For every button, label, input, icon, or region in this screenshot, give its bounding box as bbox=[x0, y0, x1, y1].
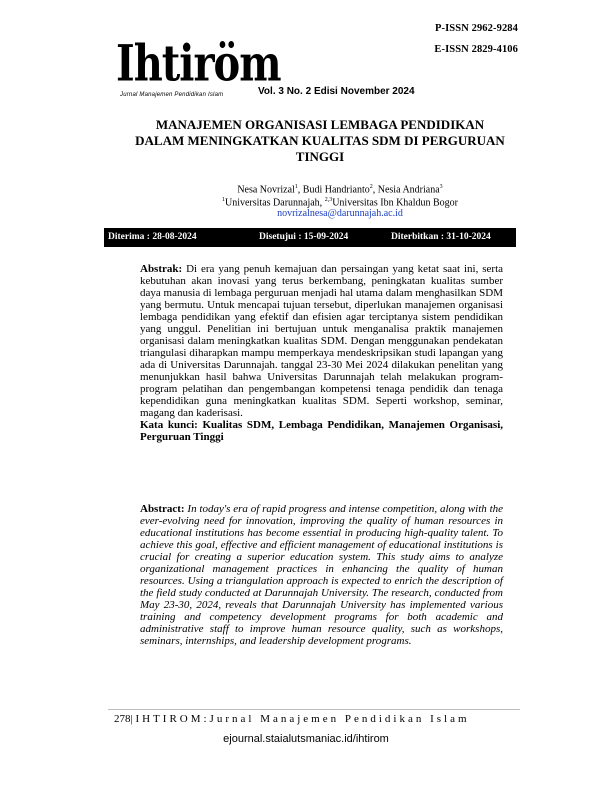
article-title-line-2: DALAM MENINGKATKAN KUALITAS SDM DI PERGURUAN bbox=[135, 133, 505, 148]
aff-2-sup: 2,3 bbox=[324, 197, 333, 203]
footer-separator: | bbox=[130, 713, 133, 725]
date-received: Diterima : 28-08-2024 bbox=[108, 232, 197, 242]
dates-bar bbox=[104, 228, 516, 247]
author-list: Nesa Novrizal$^1$, Budi Handrianto$^2$, Nesia Andriana$^3$ bbox=[237, 184, 443, 196]
e-issn: E-ISSN 2829-4106 bbox=[434, 44, 518, 55]
journal-logo bbox=[116, 34, 281, 105]
abstract-indonesian bbox=[140, 263, 503, 443]
author-2-sup: 2 bbox=[369, 184, 373, 190]
affiliation-2: Universitas Ibn Khaldun Bogor bbox=[332, 197, 459, 209]
author-1-sup: 1 bbox=[294, 184, 298, 190]
abstract-text: Di era yang penuh kemajuan dan persaingan yang ketat saat ini, serta kebutuhan akan inovasi yang terus berkembang, peningkatan kualitas sumber daya manusia di lembaga perguruan menjadi hal utama dalam menghasilkan SDM yang bermutu. Untuk mencapai tujuan tersebut, diperlukan manajemen organisasi lembaga pendidikan yang efektif dan efisien agar terciptanya sistem pendidikan yang unggul. Penelitian ini bertujuan untuk menganalisa praktik manajemen organisasi dalam meningkatkan kualitas SDM. Dengan menggunakan pendekatan triangulasi diharapkan mampu memperkaya mendeskripsikan studi lapangan yang ada di Universitas Darunnajah. tanggal 23-30 Mei 2024 dilakukan penelitan yang menunjukkan hasil bahwa Universitas Darunnajah telah melakukan program-program pelatihan dan pengembangan kompetensi tenaga pendidik dan tenaga kependidikan guna meningkatkan kualitas SDM. Seperti workshop, seminar, magang dan kaderisasi. bbox=[140, 263, 504, 419]
footer-journal-name: IHTIROM:Jurnal Manajemen Pendidikan Islam bbox=[135, 713, 470, 725]
page-number: 278 bbox=[114, 713, 131, 725]
affiliation-1: Universitas Darunnajah, bbox=[224, 197, 325, 209]
author-3: Nesia Andriana bbox=[377, 184, 440, 196]
article-title-line-1: MANAJEMEN ORGANISASI LEMBAGA PENDIDIKAN bbox=[155, 117, 485, 132]
date-approved: Disetujui : 15-09-2024 bbox=[259, 232, 349, 242]
page-footer bbox=[114, 713, 470, 725]
keywords: Kata kunci: Kualitas SDM, Lembaga Pendidikan, Manajemen Organisasi, Perguruan Tinggi bbox=[140, 419, 503, 443]
volume-issue: Vol. 3 No. 2 Edisi November 2024 bbox=[258, 86, 415, 97]
abstract-en-text: In today's era of rapid progress and intense competition, along with the ever-evolving need for innovation, improving the quality of human resources in educational institutions has become essential in producing high-quality talent. To achieve this goal, effective and efficient management of educational institutions is crucial for creating a superior education system. This study aims to analyze organizational management practices in enhancing the quality of human resources. Using a triangulation approach is expected to enrich the description of the field study conducted at Darunnajah University. The research, conducted from May 23-30, 2024, reveals that Darunnajah University has implemented various training and competency development programs for both academic and administrative staff to improve human resource quality, such as workshops, seminars, internships, and leadership development programs. bbox=[140, 503, 504, 647]
journal-url[interactable]: ejournal.staialutsmaniac.id/ihtirom bbox=[223, 733, 389, 745]
author-2: Budi Handrianto bbox=[302, 184, 370, 196]
author-email[interactable]: novrizalnesa@darunnajah.ac.id bbox=[277, 208, 403, 219]
p-issn: P-ISSN 2962-9284 bbox=[435, 23, 518, 34]
date-published: Diterbitkan : 31-10-2024 bbox=[391, 232, 491, 242]
article-title-line-3: TINGGI bbox=[295, 149, 345, 164]
abstract-label: Abstrak: bbox=[140, 263, 183, 275]
abstract-english bbox=[140, 503, 503, 647]
logo-subtitle: Jurnal Manajemen Pendidikan Islam bbox=[120, 92, 224, 98]
abstract-en-label: Abstract: bbox=[140, 503, 185, 515]
author-1: Nesa Novrizal bbox=[237, 184, 295, 196]
author-3-sup: 3 bbox=[439, 184, 443, 190]
aff-1-sup: 1 bbox=[221, 197, 225, 203]
footer-divider bbox=[108, 709, 520, 710]
logo-word: Ihtiröm bbox=[116, 34, 281, 93]
